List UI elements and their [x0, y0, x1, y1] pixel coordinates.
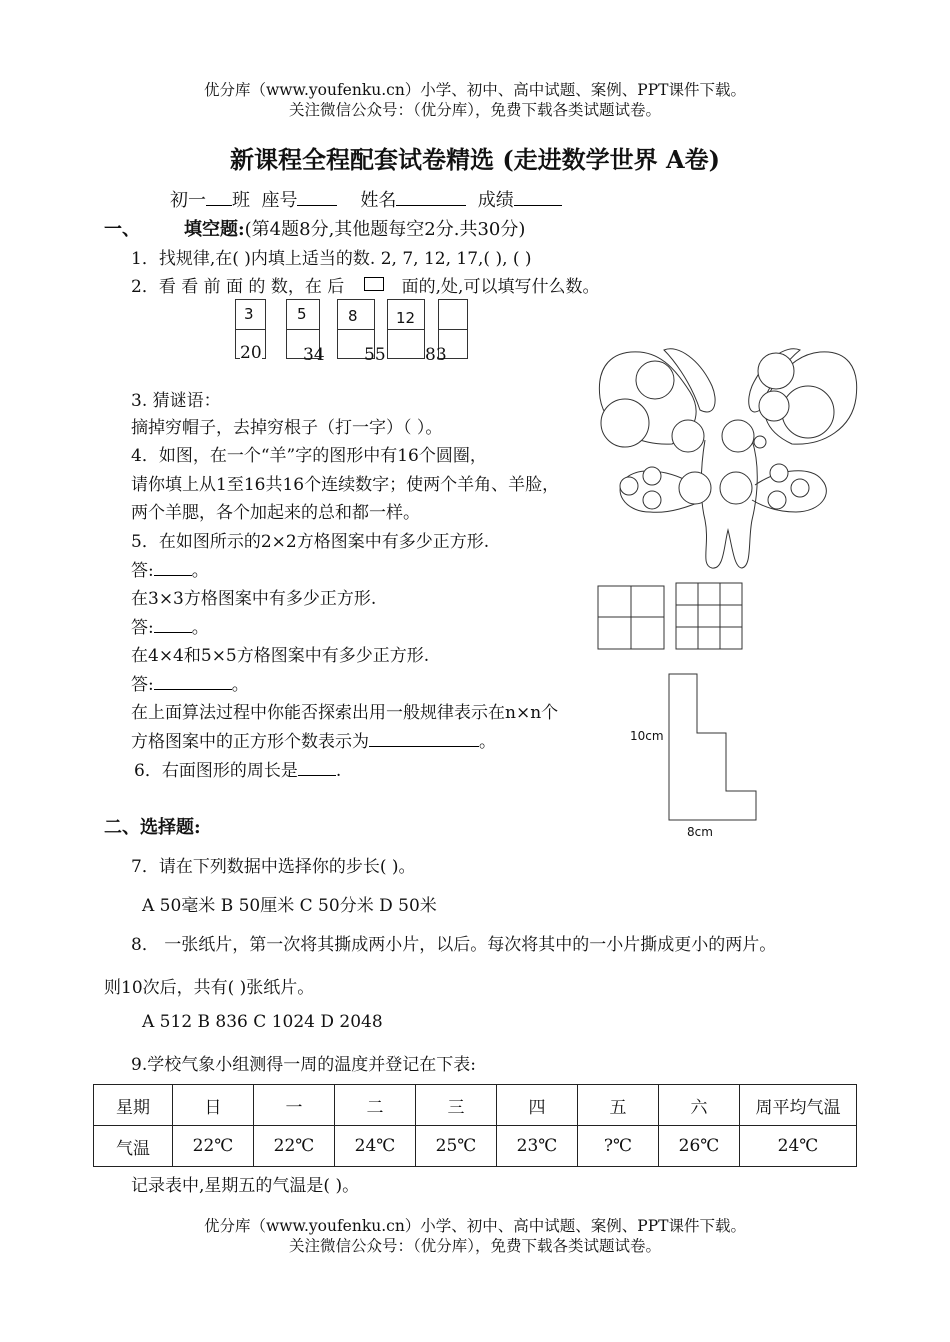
question-7: 7．请在下列数据中选择你的步长( )。 — [131, 857, 416, 877]
section1-title: 填空题: — [184, 219, 245, 240]
q6-text: 6．右面图形的周长是 — [134, 761, 298, 781]
circle-marker — [672, 420, 704, 452]
table-cell: ?℃ — [578, 1126, 659, 1167]
answer-end: 。 — [191, 618, 209, 638]
table-cell: 26℃ — [659, 1126, 740, 1167]
table-cell: 24℃ — [335, 1126, 416, 1167]
circle-marker — [791, 479, 809, 497]
height-label: 10cm — [630, 729, 664, 743]
circle-marker — [601, 399, 649, 447]
answer-label: 答: — [131, 561, 154, 581]
answer-label: 答: — [131, 675, 154, 695]
answer-end: 。 — [191, 561, 209, 581]
table-cell: 24℃ — [740, 1126, 857, 1167]
question-3-title: 3. 猜谜语： — [131, 391, 221, 411]
sequence-bottom-value: 20 — [240, 343, 262, 363]
sequence-top-value: 5 — [297, 305, 307, 323]
table-header-cell: 星期 — [94, 1085, 173, 1126]
circle-marker — [620, 477, 638, 495]
question-8-line-1: 8． 一张纸片，第一次将其撕成两小片，以后。每次将其中的一小片撕成更小的两片。 — [131, 935, 777, 955]
header-line-2: 关注微信公众号：（优分库），免费下载各类试题试卷。 — [288, 101, 661, 119]
table-cell: 22℃ — [254, 1126, 335, 1167]
grid-2x2 — [598, 586, 664, 649]
face-outline — [701, 440, 757, 568]
circle-marker — [754, 436, 766, 448]
table-header-cell: 一 — [254, 1085, 335, 1126]
table-header-cell: 二 — [335, 1085, 416, 1126]
question-1: 1．找规律,在( )内填上适当的数. 2, 7, 12, 17,( ), ( ) — [131, 249, 532, 269]
footer-line-1: 优分库（www.youfenku.cn）小学、初中、高中试题、案例、PPT课件下载。 — [203, 1217, 747, 1235]
question-4-line-2: 请你填上从1至16共16个连续数字；使两个羊角、羊脸， — [131, 475, 560, 495]
sequence-top-value: 3 — [244, 305, 254, 323]
answer-end: 。 — [479, 732, 496, 752]
q2-text-post: 面的,处,可以填写什么数。 — [401, 277, 600, 297]
table-header-cell: 五 — [578, 1085, 659, 1126]
question-9-followup: 记录表中,星期五的气温是( )。 — [131, 1176, 360, 1196]
table-header-cell: 六 — [659, 1085, 740, 1126]
sequence-bottom-value: 34 — [303, 345, 325, 365]
circle-marker — [770, 464, 788, 482]
staircase-shape — [669, 674, 756, 820]
circle-marker — [758, 353, 794, 389]
grid-3x3 — [676, 583, 742, 649]
right-cheek-outline — [752, 471, 826, 512]
sequence-top-value: 12 — [396, 309, 416, 327]
table-header-cell: 日 — [173, 1085, 254, 1126]
circle-marker — [679, 472, 711, 504]
sequence-top-value: 8 — [348, 307, 358, 325]
seat-label: 座号 — [261, 190, 298, 211]
class-label: 初一 — [170, 190, 206, 211]
question-5-line-4: 在上面算法过程中你能否探索出用一般规律表示在n×n个 — [131, 703, 559, 723]
circle-marker — [782, 386, 834, 438]
circle-marker — [636, 361, 674, 399]
header-line-1: 优分库（www.youfenku.cn）小学、初中、高中试题、案例、PPT课件下载。 — [203, 81, 747, 99]
question-5-line-2: 在3×3方格图案中有多少正方形. — [131, 589, 377, 609]
footer-line-2: 关注微信公众号：（优分库），免费下载各类试题试卷。 — [288, 1237, 661, 1255]
question-5-line-3: 在4×4和5×5方格图案中有多少正方形. — [131, 646, 430, 666]
question-8-options: A 512 B 836 C 1024 D 2048 — [142, 1012, 383, 1032]
name-label: 姓名 — [360, 190, 397, 211]
sequence-bottom-value: 83 — [425, 345, 447, 365]
table-cell: 23℃ — [497, 1126, 578, 1167]
circle-marker — [768, 491, 786, 509]
answer-label: 答: — [131, 618, 154, 638]
circle-marker — [643, 491, 661, 509]
section1-note: (第4题8分,其他题每空2分.共30分) — [244, 219, 526, 240]
class-suffix: 班 — [232, 190, 250, 211]
section2-heading: 二、选择题: — [104, 817, 201, 838]
table-cell: 25℃ — [416, 1126, 497, 1167]
section1-number: 一、 — [104, 219, 140, 240]
circle-marker — [643, 467, 661, 485]
question-3-text: 摘掉穷帽子，去掉穷根子（打一字）（ ）。 — [131, 418, 443, 438]
table-cell: 气温 — [94, 1126, 173, 1167]
q2-text-pre: 2．看 看 前 面 的 数，在 后 — [131, 277, 345, 297]
circle-marker — [722, 420, 754, 452]
question-4-line-1: 4．如图，在一个“羊”字的图形中有16个圆圈， — [131, 446, 487, 466]
q5-text: 方格图案中的正方形个数表示为 — [131, 732, 369, 752]
question-4-line-3: 两个羊腮，各个加起来的总和都一样。 — [131, 503, 420, 523]
answer-end: . — [335, 761, 342, 781]
table-header-cell: 四 — [497, 1085, 578, 1126]
circle-marker — [720, 472, 752, 504]
table-header-cell: 三 — [416, 1085, 497, 1126]
sequence-bottom-value: 55 — [364, 345, 386, 365]
page-title: 新课程全程配套试卷精选 (走进数学世界 A卷) — [229, 145, 721, 174]
question-7-options: A 50毫米 B 50厘米 C 50分米 D 50米 — [142, 896, 437, 916]
question-8-line-2: 则10次后，共有( )张纸片。 — [104, 978, 315, 998]
answer-end: 。 — [231, 675, 249, 695]
question-9: 9.学校气象小组测得一周的温度并登记在下表: — [131, 1055, 476, 1075]
table-cell: 22℃ — [173, 1126, 254, 1167]
circle-marker — [759, 391, 789, 421]
width-label: 8cm — [687, 825, 713, 839]
question-5-line-1: 5．在如图所示的2×2方格图案中有多少正方形. — [131, 532, 490, 552]
score-label: 成绩 — [477, 190, 514, 211]
table-header-cell: 周平均气温 — [740, 1085, 857, 1126]
